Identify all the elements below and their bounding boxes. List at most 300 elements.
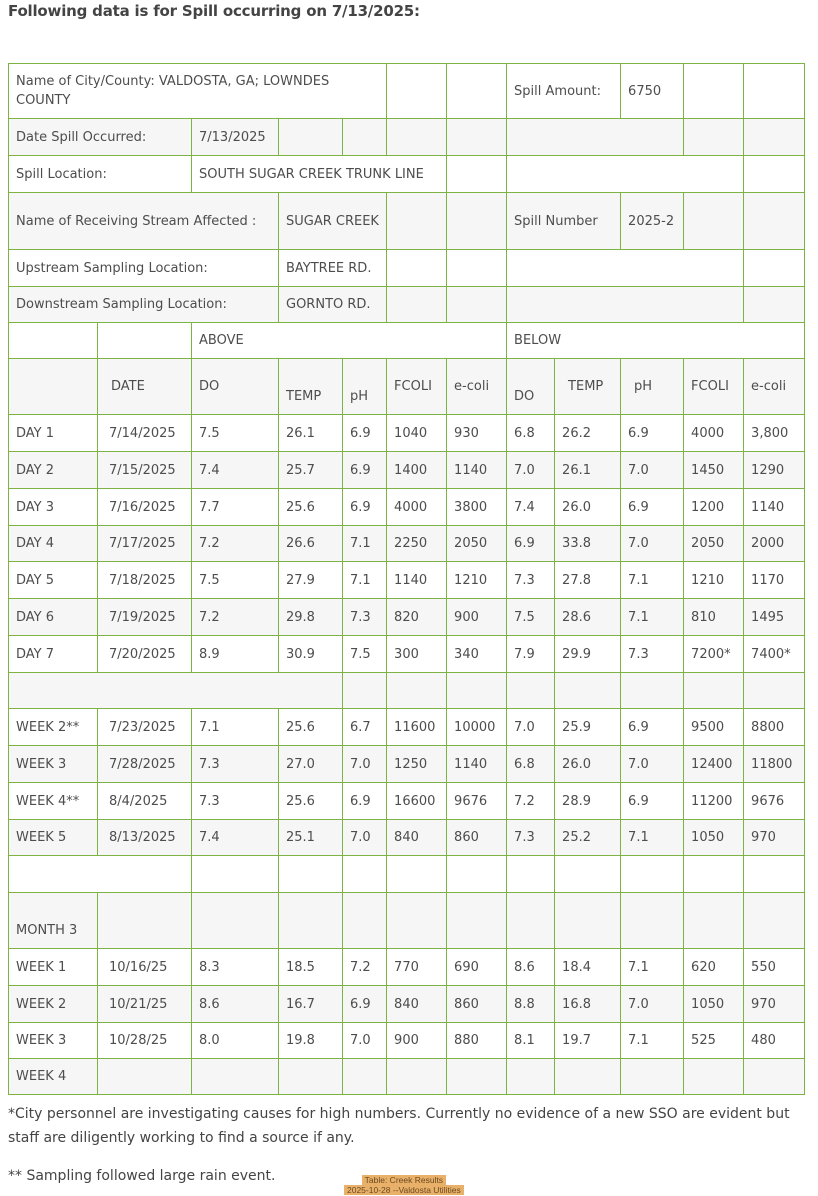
- cell-ph-below: 7.1: [621, 599, 684, 636]
- cell-ph-below: 7.1: [621, 562, 684, 599]
- cell-do-below: 7.3: [507, 562, 555, 599]
- cell-ecoli-below: 1140: [744, 489, 805, 526]
- cell-fcoli-below: 9500: [684, 709, 744, 746]
- cell-temp-below: [555, 1059, 621, 1095]
- cell-do-below: 7.2: [507, 783, 555, 820]
- cell-do-below: 7.5: [507, 599, 555, 636]
- cell-row-label: DAY 5: [9, 562, 98, 599]
- cell-temp-above: [279, 1059, 343, 1095]
- cell-fcoli-above: 820: [387, 599, 447, 636]
- empty-cell: [9, 856, 192, 893]
- cell-ph-below: 7.0: [621, 526, 684, 562]
- spill-amount-label: Spill Amount:: [507, 64, 621, 119]
- cell-ecoli-below: 1170: [744, 562, 805, 599]
- cell-temp-below: 33.8: [555, 526, 621, 562]
- cell-do-above: 7.5: [192, 562, 279, 599]
- cell-ecoli-below: 11800: [744, 746, 805, 783]
- cell-ecoli-below: 3,800: [744, 415, 805, 452]
- cell-fcoli-below: 2050: [684, 526, 744, 562]
- cell-ph-below: 6.9: [621, 415, 684, 452]
- cell-temp-above: 26.1: [279, 415, 343, 452]
- empty-cell: [387, 893, 447, 949]
- empty-cell: [447, 673, 507, 709]
- cell-fcoli-below: 1050: [684, 986, 744, 1023]
- cell-do-above: 8.3: [192, 949, 279, 986]
- cell-temp-below: 26.1: [555, 452, 621, 489]
- cell-fcoli-above: 1140: [387, 562, 447, 599]
- empty-cell: [744, 893, 805, 949]
- cell-fcoli-above: 2250: [387, 526, 447, 562]
- cell-date: 7/17/2025: [98, 526, 192, 562]
- cell-ecoli-above: 340: [447, 636, 507, 673]
- column-header-ph-below: pH: [621, 359, 684, 415]
- empty-cell: [447, 250, 507, 287]
- empty-cell: [744, 119, 805, 156]
- cell-do-above: 7.2: [192, 599, 279, 636]
- cell-ecoli-below: 970: [744, 986, 805, 1023]
- cell-ecoli-below: 1495: [744, 599, 805, 636]
- cell-ecoli-above: 2050: [447, 526, 507, 562]
- empty-cell: [684, 193, 744, 250]
- empty-cell: [343, 673, 387, 709]
- cell-date: 10/28/25: [98, 1023, 192, 1059]
- empty-cell: [9, 323, 98, 359]
- stream-label: Name of Receiving Stream Affected :: [9, 193, 279, 250]
- cell-temp-above: 18.5: [279, 949, 343, 986]
- info-row-location: [9, 156, 805, 193]
- cell-ecoli-above: 930: [447, 415, 507, 452]
- cell-fcoli-above: 840: [387, 820, 447, 856]
- empty-cell: [279, 893, 343, 949]
- table-row: [9, 820, 805, 856]
- cell-temp-below: 25.2: [555, 820, 621, 856]
- column-header-temp-below: TEMP: [555, 359, 621, 415]
- empty-cell: [744, 193, 805, 250]
- cell-do-below: 8.8: [507, 986, 555, 1023]
- cell-do-above: 7.7: [192, 489, 279, 526]
- cell-temp-above: 25.1: [279, 820, 343, 856]
- empty-cell: [447, 64, 507, 119]
- cell-ph-below: 7.0: [621, 986, 684, 1023]
- column-header-ph: pH: [343, 359, 387, 415]
- cell-fcoli-above: 900: [387, 1023, 447, 1059]
- cell-do-above: 7.1: [192, 709, 279, 746]
- table-row: [9, 949, 805, 986]
- cell-row-label: WEEK 4: [9, 1059, 98, 1095]
- empty-cell: [279, 856, 343, 893]
- column-header-date: DATE: [98, 359, 192, 415]
- empty-cell: [507, 673, 555, 709]
- cell-temp-above: 19.8: [279, 1023, 343, 1059]
- empty-cell: [447, 893, 507, 949]
- column-header-ecoli: e-coli: [447, 359, 507, 415]
- cell-fcoli-below: 620: [684, 949, 744, 986]
- cell-do-above: 7.2: [192, 526, 279, 562]
- info-row-downstream: [9, 287, 805, 323]
- empty-cell: [507, 250, 744, 287]
- caption-title: Table: Creek Results: [362, 1175, 446, 1185]
- cell-do-below: 8.6: [507, 949, 555, 986]
- cell-ph-above: 6.9: [343, 783, 387, 820]
- page-heading: Following data is for Spill occurring on 7/13/2025:: [8, 2, 420, 20]
- cell-ph-above: 7.0: [343, 1023, 387, 1059]
- empty-cell: [279, 119, 343, 156]
- cell-ecoli-below: [744, 1059, 805, 1095]
- cell-ph-above: 6.9: [343, 489, 387, 526]
- table-row: [9, 986, 805, 1023]
- cell-date: 7/16/2025: [98, 489, 192, 526]
- cell-ph-above: 7.2: [343, 949, 387, 986]
- cell-row-label: WEEK 3: [9, 1023, 98, 1059]
- cell-date: 8/13/2025: [98, 820, 192, 856]
- cell-do-below: 7.0: [507, 452, 555, 489]
- cell-ecoli-below: 2000: [744, 526, 805, 562]
- cell-ecoli-above: 10000: [447, 709, 507, 746]
- cell-temp-above: 25.6: [279, 709, 343, 746]
- cell-temp-below: 26.2: [555, 415, 621, 452]
- date-label: Date Spill Occurred:: [9, 119, 192, 156]
- cell-fcoli-below: 1050: [684, 820, 744, 856]
- cell-ecoli-below: 8800: [744, 709, 805, 746]
- cell-fcoli-below: 12400: [684, 746, 744, 783]
- cell-ecoli-above: 1210: [447, 562, 507, 599]
- cell-date: 7/20/2025: [98, 636, 192, 673]
- cell-row-label: DAY 3: [9, 489, 98, 526]
- cell-ph-above: 7.0: [343, 820, 387, 856]
- cell-fcoli-below: 11200: [684, 783, 744, 820]
- empty-cell: [98, 323, 192, 359]
- cell-do-below: 8.1: [507, 1023, 555, 1059]
- empty-cell: [447, 156, 507, 193]
- empty-cell: [387, 856, 447, 893]
- empty-cell: [387, 119, 447, 156]
- cell-ph-below: [621, 1059, 684, 1095]
- empty-cell: [621, 893, 684, 949]
- empty-cell: [684, 119, 744, 156]
- date-value: 7/13/2025: [192, 119, 279, 156]
- empty-cell: [387, 64, 447, 119]
- cell-date: 10/21/25: [98, 986, 192, 1023]
- column-header-fcoli: FCOLI: [387, 359, 447, 415]
- cell-ph-above: 6.9: [343, 986, 387, 1023]
- empty-cell: [744, 156, 805, 193]
- cell-fcoli-above: 4000: [387, 489, 447, 526]
- cell-temp-above: 25.7: [279, 452, 343, 489]
- column-header-ecoli-below: e-coli: [744, 359, 805, 415]
- cell-row-label: DAY 4: [9, 526, 98, 562]
- cell-temp-below: 26.0: [555, 489, 621, 526]
- empty-cell: [387, 193, 447, 250]
- table-row: [9, 599, 805, 636]
- spill-amount-value: 6750: [621, 64, 684, 119]
- cell-ph-below: 7.1: [621, 1023, 684, 1059]
- cell-ecoli-above: 900: [447, 599, 507, 636]
- cell-ecoli-above: 3800: [447, 489, 507, 526]
- cell-ph-above: 6.7: [343, 709, 387, 746]
- cell-temp-above: 25.6: [279, 783, 343, 820]
- cell-temp-above: 16.7: [279, 986, 343, 1023]
- cell-row-label: DAY 7: [9, 636, 98, 673]
- column-header-row: [9, 359, 805, 415]
- cell-date: 8/4/2025: [98, 783, 192, 820]
- cell-ecoli-below: 970: [744, 820, 805, 856]
- cell-temp-above: 27.9: [279, 562, 343, 599]
- spacer-row: [9, 673, 805, 709]
- cell-fcoli-above: 770: [387, 949, 447, 986]
- upstream-value: BAYTREE RD.: [279, 250, 387, 287]
- cell-ph-below: 7.1: [621, 949, 684, 986]
- empty-cell: [507, 287, 744, 323]
- cell-do-above: 7.3: [192, 783, 279, 820]
- caption-source: 2025-10-28 --Valdosta Utilities: [344, 1185, 464, 1195]
- empty-cell: [447, 287, 507, 323]
- empty-cell: [555, 856, 621, 893]
- empty-cell: [744, 250, 805, 287]
- table-caption: [344, 1175, 464, 1195]
- cell-date: 7/23/2025: [98, 709, 192, 746]
- downstream-label: Downstream Sampling Location:: [9, 287, 279, 323]
- table-row: [9, 562, 805, 599]
- cell-ecoli-below: 7400*: [744, 636, 805, 673]
- empty-cell: [621, 673, 684, 709]
- cell-do-above: 8.6: [192, 986, 279, 1023]
- empty-cell: [621, 856, 684, 893]
- footnote-double-asterisk: ** Sampling followed large rain event.: [8, 1168, 276, 1184]
- empty-cell: [447, 119, 507, 156]
- cell-ph-below: 6.9: [621, 709, 684, 746]
- cell-do-below: [507, 1059, 555, 1095]
- cell-ecoli-above: 9676: [447, 783, 507, 820]
- cell-do-above: 7.4: [192, 452, 279, 489]
- cell-row-label: WEEK 3: [9, 746, 98, 783]
- cell-temp-above: 29.8: [279, 599, 343, 636]
- empty-cell: [447, 856, 507, 893]
- cell-ph-below: 6.9: [621, 489, 684, 526]
- column-header-temp: TEMP: [279, 359, 343, 415]
- cell-row-label: DAY 1: [9, 415, 98, 452]
- cell-fcoli-below: 810: [684, 599, 744, 636]
- info-row-city: [9, 64, 805, 119]
- cell-do-below: 7.0: [507, 709, 555, 746]
- empty-cell: [387, 673, 447, 709]
- cell-date: 7/14/2025: [98, 415, 192, 452]
- cell-ph-above: 7.5: [343, 636, 387, 673]
- cell-ph-above: 7.3: [343, 599, 387, 636]
- cell-fcoli-below: 4000: [684, 415, 744, 452]
- cell-date: 7/28/2025: [98, 746, 192, 783]
- location-value: SOUTH SUGAR CREEK TRUNK LINE: [192, 156, 447, 193]
- table-row: [9, 1023, 805, 1059]
- empty-cell: [507, 893, 555, 949]
- month3-header-row: [9, 893, 805, 949]
- cell-fcoli-below: 1200: [684, 489, 744, 526]
- cell-ph-above: 7.1: [343, 562, 387, 599]
- cell-date: 7/15/2025: [98, 452, 192, 489]
- cell-ecoli-below: 9676: [744, 783, 805, 820]
- table-row: [9, 709, 805, 746]
- cell-date: 7/19/2025: [98, 599, 192, 636]
- cell-ecoli-above: 880: [447, 1023, 507, 1059]
- column-header: [9, 359, 98, 415]
- empty-cell: [98, 893, 192, 949]
- cell-date: 7/18/2025: [98, 562, 192, 599]
- cell-do-below: 7.4: [507, 489, 555, 526]
- empty-cell: [684, 673, 744, 709]
- empty-cell: [387, 250, 447, 287]
- empty-cell: [684, 64, 744, 119]
- cell-fcoli-below: 1450: [684, 452, 744, 489]
- cell-row-label: WEEK 2**: [9, 709, 98, 746]
- cell-do-above: 8.9: [192, 636, 279, 673]
- cell-date: 10/16/25: [98, 949, 192, 986]
- cell-temp-above: 25.6: [279, 489, 343, 526]
- cell-date: [98, 1059, 192, 1095]
- table-row: [9, 1059, 805, 1095]
- cell-temp-below: 29.9: [555, 636, 621, 673]
- cell-temp-above: 30.9: [279, 636, 343, 673]
- cell-row-label: DAY 6: [9, 599, 98, 636]
- cell-fcoli-above: 300: [387, 636, 447, 673]
- table-row: [9, 489, 805, 526]
- spill-number-value: 2025-2: [621, 193, 684, 250]
- cell-ecoli-above: 690: [447, 949, 507, 986]
- column-header-do-below: DO: [507, 359, 555, 415]
- empty-cell: [684, 856, 744, 893]
- upstream-label: Upstream Sampling Location:: [9, 250, 279, 287]
- above-group-header: ABOVE: [192, 323, 507, 359]
- cell-row-label: WEEK 1: [9, 949, 98, 986]
- cell-fcoli-above: 11600: [387, 709, 447, 746]
- cell-do-below: 6.8: [507, 746, 555, 783]
- table-row: [9, 783, 805, 820]
- cell-do-below: 6.8: [507, 415, 555, 452]
- empty-cell: [744, 673, 805, 709]
- below-group-header: BELOW: [507, 323, 805, 359]
- cell-ph-below: 7.0: [621, 452, 684, 489]
- cell-ph-below: 7.1: [621, 820, 684, 856]
- empty-cell: [555, 673, 621, 709]
- table-row: [9, 746, 805, 783]
- cell-fcoli-below: 1210: [684, 562, 744, 599]
- cell-do-below: 7.3: [507, 820, 555, 856]
- cell-fcoli-below: 7200*: [684, 636, 744, 673]
- cell-ecoli-above: 860: [447, 820, 507, 856]
- cell-do-above: 7.3: [192, 746, 279, 783]
- cell-row-label: DAY 2: [9, 452, 98, 489]
- table-row: [9, 415, 805, 452]
- info-row-stream: [9, 193, 805, 250]
- cell-ph-above: 7.0: [343, 746, 387, 783]
- location-label: Spill Location:: [9, 156, 192, 193]
- cell-fcoli-above: [387, 1059, 447, 1095]
- downstream-value: GORNTO RD.: [279, 287, 387, 323]
- footnote-asterisk: *City personnel are investigating causes for high numbers. Currently no evidence of a new SSO are evident but staff are diligently working to find a source if any.: [8, 1106, 790, 1146]
- empty-cell: [744, 856, 805, 893]
- cell-do-above: [192, 1059, 279, 1095]
- spacer-row: [9, 856, 805, 893]
- month3-label: MONTH 3: [9, 893, 98, 949]
- group-header-row: [9, 323, 805, 359]
- cell-temp-below: 25.9: [555, 709, 621, 746]
- cell-ecoli-above: [447, 1059, 507, 1095]
- cell-fcoli-above: 1040: [387, 415, 447, 452]
- cell-ecoli-below: 480: [744, 1023, 805, 1059]
- city-county-cell: Name of City/County: VALDOSTA, GA; LOWNDES COUNTY: [9, 64, 387, 119]
- cell-fcoli-above: 840: [387, 986, 447, 1023]
- table-row: [9, 526, 805, 562]
- cell-ph-above: 6.9: [343, 452, 387, 489]
- cell-ph-above: 7.1: [343, 526, 387, 562]
- cell-fcoli-above: 1400: [387, 452, 447, 489]
- cell-temp-below: 16.8: [555, 986, 621, 1023]
- cell-temp-below: 26.0: [555, 746, 621, 783]
- empty-cell: [192, 893, 279, 949]
- cell-temp-below: 28.9: [555, 783, 621, 820]
- empty-cell: [555, 893, 621, 949]
- cell-ph-below: 6.9: [621, 783, 684, 820]
- cell-ecoli-below: 550: [744, 949, 805, 986]
- cell-ecoli-above: 860: [447, 986, 507, 1023]
- empty-cell: [343, 856, 387, 893]
- empty-cell: [343, 893, 387, 949]
- empty-cell: [9, 673, 343, 709]
- spill-number-label: Spill Number: [507, 193, 621, 250]
- empty-cell: [744, 287, 805, 323]
- column-header-fcoli-below: FCOLI: [684, 359, 744, 415]
- empty-cell: [507, 156, 744, 193]
- empty-cell: [387, 287, 447, 323]
- cell-temp-below: 18.4: [555, 949, 621, 986]
- table-row: [9, 452, 805, 489]
- cell-ecoli-above: 1140: [447, 452, 507, 489]
- cell-do-above: 7.4: [192, 820, 279, 856]
- empty-cell: [684, 893, 744, 949]
- empty-cell: [744, 64, 805, 119]
- info-row-upstream: [9, 250, 805, 287]
- cell-ph-above: [343, 1059, 387, 1095]
- cell-temp-above: 27.0: [279, 746, 343, 783]
- spill-results-table: [8, 63, 805, 1095]
- empty-cell: [447, 193, 507, 250]
- cell-fcoli-above: 1250: [387, 746, 447, 783]
- cell-ph-below: 7.0: [621, 746, 684, 783]
- cell-row-label: WEEK 4**: [9, 783, 98, 820]
- cell-do-below: 7.9: [507, 636, 555, 673]
- cell-row-label: WEEK 2: [9, 986, 98, 1023]
- cell-ph-above: 6.9: [343, 415, 387, 452]
- table-row: [9, 636, 805, 673]
- empty-cell: [507, 856, 555, 893]
- cell-ecoli-above: 1140: [447, 746, 507, 783]
- column-header-do: DO: [192, 359, 279, 415]
- empty-cell: [507, 119, 684, 156]
- empty-cell: [343, 119, 387, 156]
- empty-cell: [192, 856, 279, 893]
- cell-temp-above: 26.6: [279, 526, 343, 562]
- cell-temp-below: 27.8: [555, 562, 621, 599]
- cell-fcoli-below: 525: [684, 1023, 744, 1059]
- cell-fcoli-below: [684, 1059, 744, 1095]
- cell-ecoli-below: 1290: [744, 452, 805, 489]
- cell-do-above: 7.5: [192, 415, 279, 452]
- cell-do-below: 6.9: [507, 526, 555, 562]
- cell-row-label: WEEK 5: [9, 820, 98, 856]
- cell-do-above: 8.0: [192, 1023, 279, 1059]
- cell-fcoli-above: 16600: [387, 783, 447, 820]
- stream-value: SUGAR CREEK: [279, 193, 387, 250]
- cell-temp-below: 28.6: [555, 599, 621, 636]
- cell-temp-below: 19.7: [555, 1023, 621, 1059]
